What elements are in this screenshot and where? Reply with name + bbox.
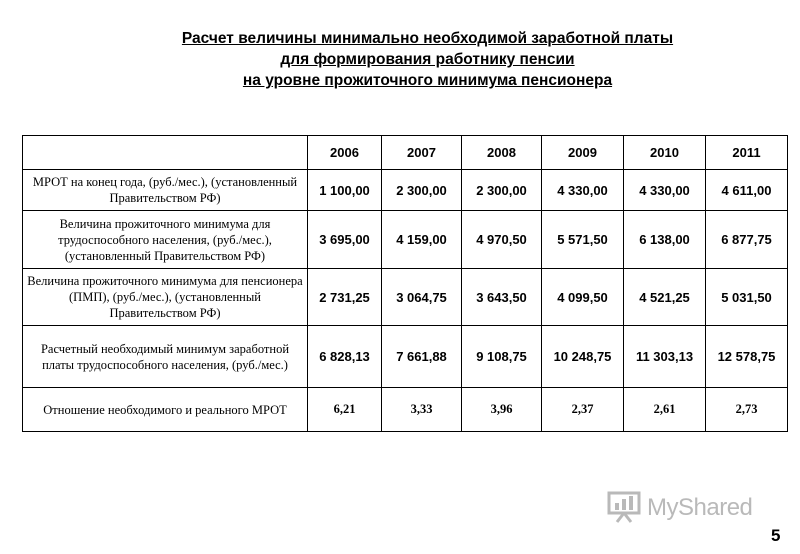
year-header: 2011 xyxy=(706,136,788,170)
table-cell: 4 159,00 xyxy=(382,211,462,269)
row-label: Расчетный необходимый минимум заработной платы трудоспособного населения, (руб./мес.) xyxy=(23,326,308,388)
table-cell: 6 877,75 xyxy=(706,211,788,269)
row-label: Отношение необходимого и реального МРОТ xyxy=(23,388,308,432)
wage-table xyxy=(22,135,788,432)
table-cell: 2 300,00 xyxy=(382,170,462,211)
myshared-logo[interactable] xyxy=(607,488,752,528)
table-cell: 6 138,00 xyxy=(624,211,706,269)
table-cell: 4 330,00 xyxy=(624,170,706,211)
title-line-3: на уровне прожиточного минимума пенсионера xyxy=(242,72,613,89)
table-cell: 10 248,75 xyxy=(542,326,624,388)
table-cell: 2 300,00 xyxy=(462,170,542,211)
table-row-ratio xyxy=(23,388,788,432)
page-number: 5 xyxy=(771,526,781,545)
document-title xyxy=(120,28,735,91)
table-cell: 3,96 xyxy=(462,388,542,432)
presentation-board-icon xyxy=(607,489,641,528)
table-cell: 4 611,00 xyxy=(706,170,788,211)
table-cell: 9 108,75 xyxy=(462,326,542,388)
table-cell: 4 330,00 xyxy=(542,170,624,211)
table-cell: 6 828,13 xyxy=(308,326,382,388)
row-label: Величина прожиточного минимума для трудоспособного населения, (руб./мес.), (установленный Правительством РФ) xyxy=(23,211,308,269)
table-cell: 4 099,50 xyxy=(542,269,624,326)
table-cell: 3 064,75 xyxy=(382,269,462,326)
table-cell: 3,33 xyxy=(382,388,462,432)
year-header: 2007 xyxy=(382,136,462,170)
row-label: Величина прожиточного минимума для пенсионера (ПМП), (руб./мес.), (установленный Правительством РФ) xyxy=(23,269,308,326)
title-line-1: Расчет величины минимально необходимой заработной платы xyxy=(181,30,674,47)
year-header: 2009 xyxy=(542,136,624,170)
table-row-mrot xyxy=(23,170,788,211)
table-cell: 12 578,75 xyxy=(706,326,788,388)
table-cell: 2,61 xyxy=(624,388,706,432)
table-cell: 5 031,50 xyxy=(706,269,788,326)
table-cell: 1 100,00 xyxy=(308,170,382,211)
table-cell: 6,21 xyxy=(308,388,382,432)
table-cell: 11 303,13 xyxy=(624,326,706,388)
table-cell: 4 970,50 xyxy=(462,211,542,269)
table-cell: 2,73 xyxy=(706,388,788,432)
table-row-subsistence-working xyxy=(23,211,788,269)
table-cell: 2,37 xyxy=(542,388,624,432)
table-row-required-minimum xyxy=(23,326,788,388)
year-header: 2008 xyxy=(462,136,542,170)
table-row-subsistence-pensioner xyxy=(23,269,788,326)
title-line-2: для формирования работнику пенсии xyxy=(280,51,575,68)
table-cell: 5 571,50 xyxy=(542,211,624,269)
table-cell: 3 643,50 xyxy=(462,269,542,326)
table-cell: 7 661,88 xyxy=(382,326,462,388)
table-cell: 4 521,25 xyxy=(624,269,706,326)
row-label: МРОТ на конец года, (руб./мес.), (установленный Правительством РФ) xyxy=(23,170,308,211)
header-empty-cell xyxy=(23,136,308,170)
year-header: 2006 xyxy=(308,136,382,170)
header-row xyxy=(23,136,788,170)
table-cell: 2 731,25 xyxy=(308,269,382,326)
logo-text: MyShared xyxy=(647,494,753,521)
table-cell: 3 695,00 xyxy=(308,211,382,269)
year-header: 2010 xyxy=(624,136,706,170)
